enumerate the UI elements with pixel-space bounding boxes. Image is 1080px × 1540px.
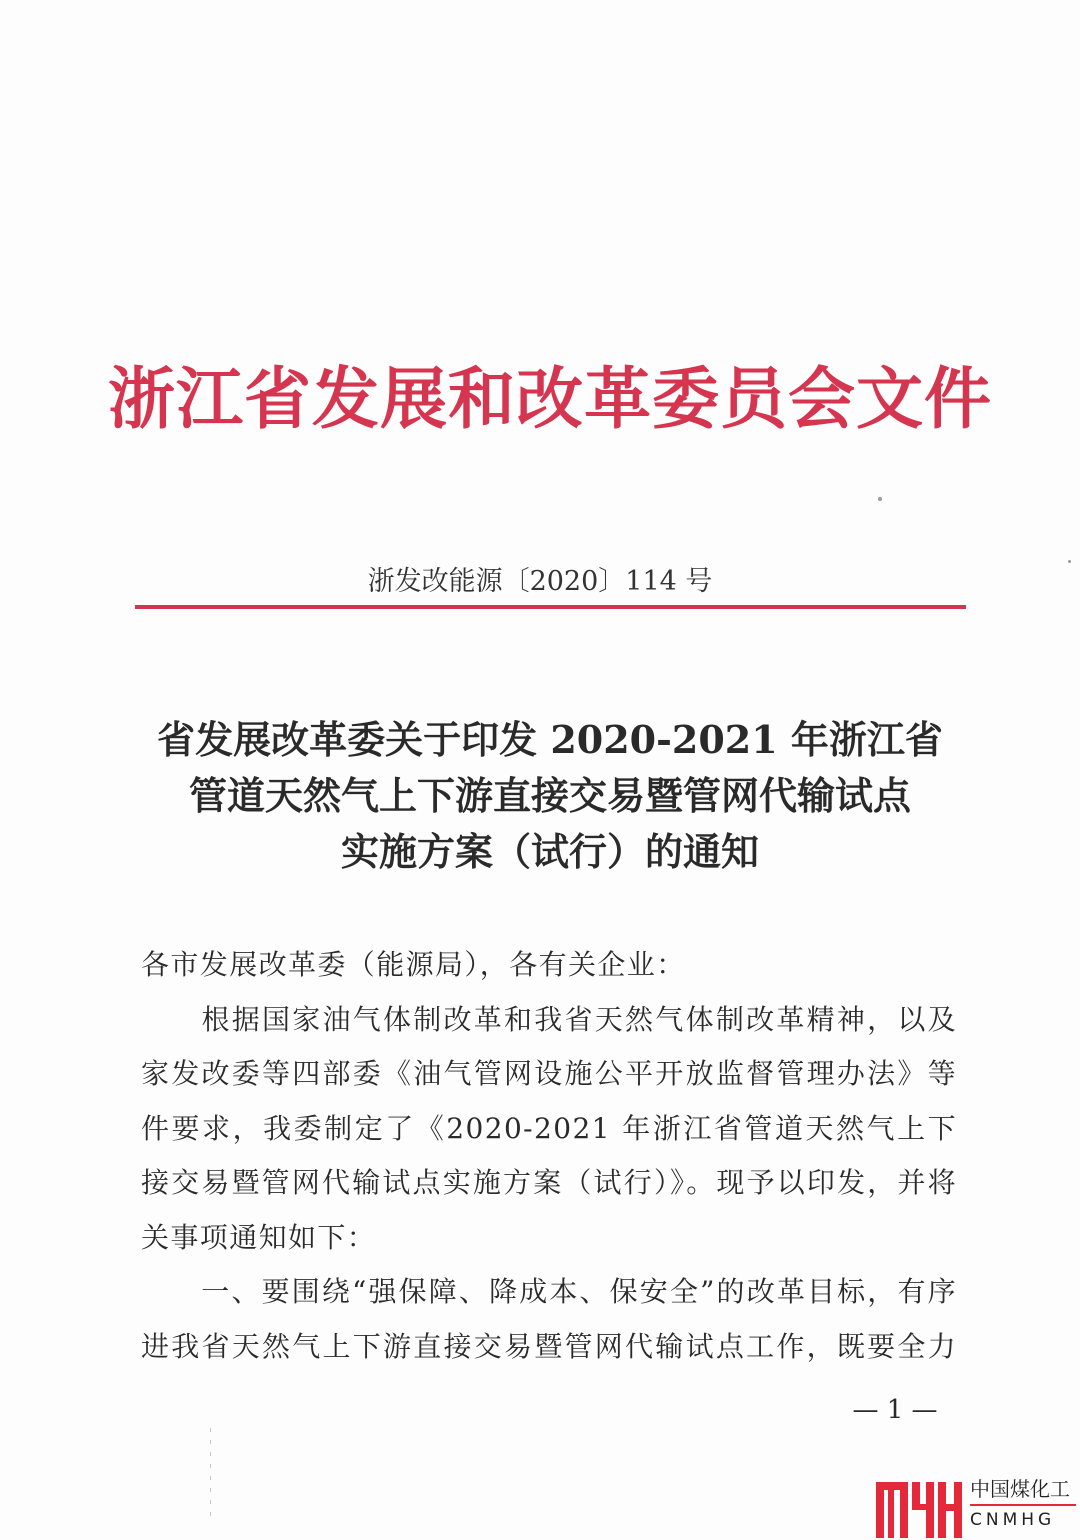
red-separator-rule: [135, 605, 966, 609]
scan-speck: [878, 497, 882, 501]
body-line: 一、要围绕“强保障、降成本、保安全”的改革目标，有序: [201, 1275, 957, 1308]
cnmhg-logo-icon: [874, 1476, 964, 1538]
body-line: 关事项通知如下：: [141, 1220, 377, 1254]
title-line: 省发展改革委关于印发 2020-2021 年浙江省: [157, 717, 943, 762]
document-number: 浙发改能源〔2020〕114 号: [367, 566, 713, 597]
body-line: 接交易暨管网代输试点实施方案（试行）》。现予以印发，并将: [141, 1166, 957, 1199]
salutation: 各市发展改革委（能源局），各有关企业：: [141, 948, 686, 981]
document-title: [120, 712, 980, 880]
body-line: 根据国家油气体制改革和我省天然气体制改革精神，以及: [201, 1002, 957, 1036]
watermark-name-latin: CNMHG: [970, 1510, 1056, 1530]
body-line: 进我省天然气上下游直接交易暨管网代输试点工作，既要全力: [141, 1329, 957, 1363]
body-line: 件要求，我委制定了《2020-2021 年浙江省管道天然气上下: [141, 1111, 957, 1145]
scan-artifact-line: [210, 1428, 211, 1518]
watermark-rule: [970, 1504, 1076, 1506]
watermark-logo: [870, 1472, 1080, 1540]
title-line: 管道天然气上下游直接交易暨管网代输试点: [188, 773, 911, 818]
title-line: 实施方案（试行）的通知: [340, 829, 759, 874]
masthead-title: 浙江省发展和改革委员会文件: [108, 359, 992, 438]
page-number: — 1 —: [852, 1395, 938, 1425]
watermark-name-cn: 中国煤化工: [970, 1477, 1070, 1501]
body-line: 家发改委等四部委《油气管网设施公平开放监督管理办法》等: [141, 1057, 957, 1090]
body-text: [141, 938, 957, 1374]
